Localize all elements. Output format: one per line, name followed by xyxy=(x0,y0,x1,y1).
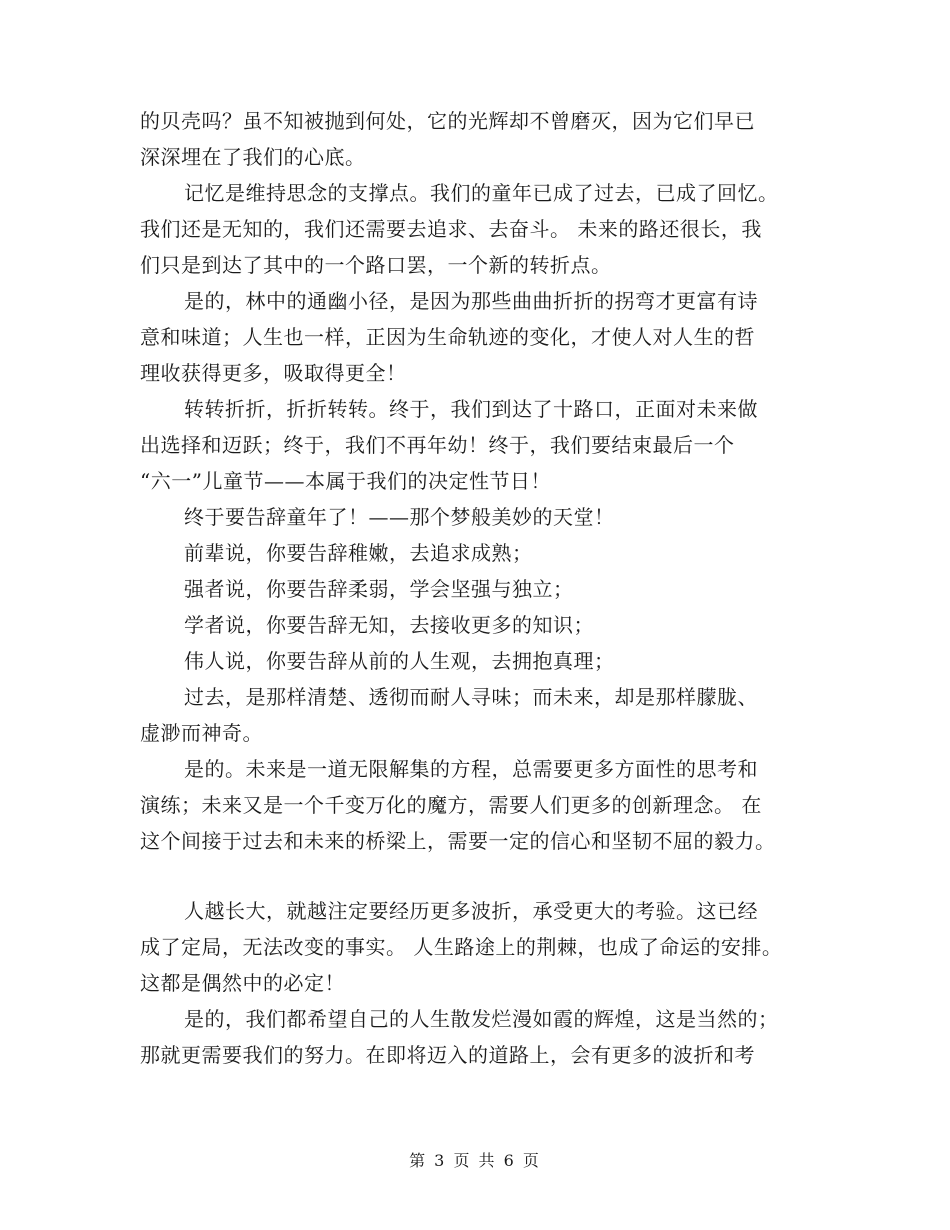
paragraph-start: 转转折折，折折转转。终于，我们到达了十路口，正面对未来做 xyxy=(184,397,758,421)
text-line: 演练；未来又是一个千变万化的魔方，需要人们更多的创新理念。 在 xyxy=(140,793,762,817)
paragraph-start: 人越长大，就越注定要经历更多波折，承受更大的考验。这已经 xyxy=(184,899,758,923)
text-line: 虚渺而神奇。 xyxy=(140,721,263,745)
text-line: 意和味道；人生也一样，正因为生命轨迹的变化，才使人对人生的哲 xyxy=(140,325,755,349)
paragraph-start: 是的。未来是一道无限解集的方程，总需要更多方面性的思考和 xyxy=(184,757,758,781)
text-line: 成了定局，无法改变的事实。 人生路途上的荆棘，也成了命运的安排。 xyxy=(140,935,783,959)
paragraph-start: 过去，是那样清楚、透彻而耐人寻味；而未来，却是那样朦胧、 xyxy=(184,685,758,709)
text-line: 这个间接于过去和未来的桥梁上，需要一定的信心和坚韧不屈的毅力。 xyxy=(140,829,776,853)
paragraph-start: 终于要告辞童年了！——那个梦般美妙的天堂！ xyxy=(184,505,615,529)
paragraph-gap xyxy=(140,859,820,893)
document-body xyxy=(140,103,820,1073)
page-number-footer: 第 3 页 共 6 页 xyxy=(409,1151,541,1170)
text-line: 我们还是无知的，我们还需要去追求、去奋斗。 未来的路还很长，我 xyxy=(140,217,762,241)
text-line: 的贝壳吗？虽不知被抛到何处，它的光辉却不曾磨灭，因为它们早已 xyxy=(140,109,755,133)
text-line: 这都是偶然中的必定！ xyxy=(140,971,345,995)
paragraph-start: 学者说，你要告辞无知，去接收更多的知识； xyxy=(184,613,594,637)
text-line: 深深埋在了我们的心底。 xyxy=(140,145,366,169)
text-line: 理收获得更多，吸取得更全！ xyxy=(140,361,407,385)
paragraph-start: 记忆是维持思念的支撑点。我们的童年已成了过去，已成了回忆。 xyxy=(184,181,779,205)
text-line: 那就更需要我们的努力。在即将迈入的道路上，会有更多的波折和考 xyxy=(140,1043,755,1067)
text-line: “六一”儿童节——本属于我们的决定性节日！ xyxy=(140,469,551,493)
paragraph-start: 伟人说，你要告辞从前的人生观，去拥抱真理； xyxy=(184,649,615,673)
paragraph-start: 是的，我们都希望自己的人生散发烂漫如霞的辉煌，这是当然的； xyxy=(184,1007,779,1031)
paragraph-start: 是的，林中的通幽小径，是因为那些曲曲折折的拐弯才更富有诗 xyxy=(184,289,758,313)
text-line: 出选择和迈跃；终于，我们不再年幼！终于，我们要结束最后一个 xyxy=(140,433,735,457)
paragraph-start: 前辈说，你要告辞稚嫩，去追求成熟； xyxy=(184,541,533,565)
text-line: 们只是到达了其中的一个路口罢，一个新的转折点。 xyxy=(140,253,612,277)
paragraph-start: 强者说，你要告辞柔弱，学会坚强与独立； xyxy=(184,577,574,601)
